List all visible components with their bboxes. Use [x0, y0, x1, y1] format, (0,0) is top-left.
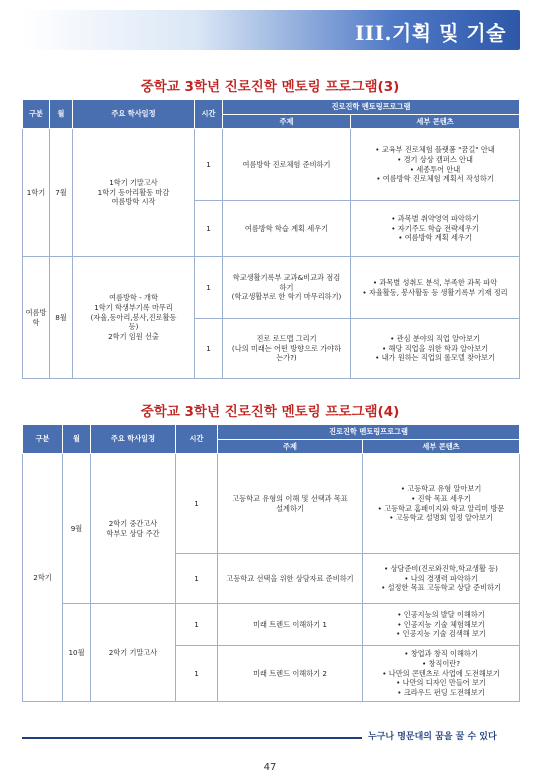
topic-cell [223, 257, 351, 319]
topic-cell [223, 129, 351, 201]
footer-slogan: 누구나 명문대의 꿈을 꿀 수 있다 [368, 732, 497, 742]
schedule-line: (자율,동아리,봉사,진로활동 [90, 312, 177, 322]
schedule-line: 학부모 상담 주간 [106, 528, 160, 538]
schedule-line: 1학기 기말고사 [109, 177, 158, 187]
program-table-4 [22, 424, 520, 702]
header-month: 월 [50, 100, 73, 129]
detail-item: • 고등학교 유형 알아보기 [400, 484, 482, 494]
topic-line: 고등학교 선택을 위한 상담자료 준비하기 [226, 573, 354, 583]
topic-cell [218, 646, 363, 702]
schedule-cell [91, 604, 176, 702]
topic-line: 하기 [279, 282, 294, 292]
header-semester: 구분 [23, 425, 63, 454]
header-schedule: 주요 학사일정 [91, 425, 176, 454]
schedule-line: 등) [128, 322, 139, 332]
semester-cell: 2학기 [23, 454, 63, 702]
detail-item: • 여름방학 진로체험 계획서 작성하기 [376, 174, 494, 184]
detail-cell [363, 554, 520, 604]
detail-item: • 인공지능 기술 검색해 보기 [396, 629, 486, 639]
topic-cell [223, 201, 351, 257]
detail-cell [351, 257, 520, 319]
header-time: 시간 [176, 425, 218, 454]
chapter-banner [22, 10, 520, 50]
detail-item: • 창직이란? [421, 658, 461, 668]
schedule-cell [91, 454, 176, 604]
time-cell: 1 [195, 129, 223, 201]
topic-line: 고등학교 유형의 이해 및 선택과 목표 [232, 493, 348, 503]
detail-item: • 인공지능 기술 체험해보기 [397, 619, 485, 629]
detail-item: • 설정한 목표 고등학교 상담 준비하기 [381, 583, 501, 593]
detail-item: • 내가 원하는 직업의 롤모델 찾아보기 [375, 353, 495, 363]
schedule-line: 여름방학 - 개학 [109, 293, 158, 303]
detail-cell [351, 319, 520, 379]
detail-item: • 크라우드 펀딩 도전해보기 [397, 688, 485, 698]
detail-item: • 진학 목표 세우기 [411, 493, 471, 503]
detail-cell [363, 454, 520, 554]
footer-divider [22, 737, 362, 739]
topic-cell [218, 604, 363, 646]
topic-line: 학교생활기록부 교과&비교과 점검 [232, 272, 341, 282]
detail-item: • 상담준비(진로와진학,학교생활 등) [384, 563, 498, 573]
time-cell: 1 [176, 604, 218, 646]
header-topic: 주제 [223, 115, 351, 129]
schedule-cell [73, 257, 195, 379]
topic-cell [223, 319, 351, 379]
topic-line: 미래 트렌드 이해하기 2 [253, 668, 327, 678]
month-cell: 10월 [63, 604, 91, 702]
detail-item: • 자기주도 학습 전략세우기 [391, 223, 479, 233]
detail-item: • 창업과 창직 이해하기 [404, 649, 478, 659]
topic-line: (나의 미래는 어떤 방향으로 가야하 [231, 343, 342, 353]
detail-cell [363, 646, 520, 702]
semester-cell: 여름방학 [23, 257, 50, 379]
header-time: 시간 [195, 100, 223, 129]
header-semester: 구분 [23, 100, 50, 129]
detail-cell [351, 129, 520, 201]
detail-item: • 과목별 성취도 분석, 부족한 과목 파악 [372, 277, 498, 287]
schedule-line: 여름방학 시작 [111, 197, 156, 207]
topic-line: 미래 트렌드 이해하기 1 [253, 619, 327, 629]
detail-item: • 고등학교 설명회 일정 알아보기 [389, 513, 493, 523]
detail-item: • 과목별 취약영역 파악하기 [391, 213, 479, 223]
schedule-line: 1학기 동아리활동 마감 [97, 187, 170, 197]
table-row [23, 257, 520, 319]
header-detail: 세부 콘텐츠 [363, 440, 520, 454]
section2-title: 중학교 3학년 진로진학 멘토링 프로그램(4) [140, 404, 400, 420]
detail-cell [351, 201, 520, 257]
schedule-line: 2학기 임원 선출 [108, 332, 159, 342]
page-number: 47 [263, 762, 277, 773]
topic-line: 여름방학 진로체험 준비하기 [242, 159, 331, 169]
detail-item: • 인공지능의 발달 이해하기 [397, 609, 485, 619]
time-cell: 1 [176, 454, 218, 554]
schedule-cell [73, 129, 195, 257]
semester-cell: 1학기 [23, 129, 50, 257]
time-cell: 1 [195, 201, 223, 257]
table-row [23, 604, 520, 646]
topic-line: 는가?) [276, 353, 297, 363]
table-row [23, 129, 520, 201]
schedule-line: 1학기 학생부기록 마무리 [94, 302, 173, 312]
table-row [23, 454, 520, 554]
detail-item: • 교육부 진로체험 플랫폼 "꿈길" 안내 [375, 145, 495, 155]
schedule-line: 2학기 중간고사 [108, 518, 158, 528]
chapter-title: III.기획 및 기술 [354, 21, 506, 45]
header-topic: 주제 [218, 440, 363, 454]
header-schedule: 주요 학사일정 [73, 100, 195, 129]
month-cell: 8월 [50, 257, 73, 379]
month-cell: 7월 [50, 129, 73, 257]
schedule-line: 2학기 기말고사 [108, 647, 158, 657]
topic-cell [218, 554, 363, 604]
detail-item: • 관심 분야의 직업 알아보기 [390, 333, 480, 343]
time-cell: 1 [195, 319, 223, 379]
detail-item: • 자율활동, 봉사활동 등 생활기록부 기재 정리 [362, 287, 508, 297]
detail-cell [363, 604, 520, 646]
program-table-3 [22, 99, 520, 379]
header-program: 진로진학 멘토링프로그램 [223, 100, 520, 115]
detail-item: • 나만의 디자인 만들어 보기 [396, 678, 486, 688]
header-month: 월 [63, 425, 91, 454]
time-cell: 1 [176, 554, 218, 604]
detail-item: • 여름방학 계획 세우기 [398, 233, 472, 243]
time-cell: 1 [176, 646, 218, 702]
detail-item: • 경기 상상 캠퍼스 안내 [397, 154, 473, 164]
header-detail: 세부 콘텐츠 [351, 115, 520, 129]
time-cell: 1 [195, 257, 223, 319]
topic-line: 설계하기 [276, 503, 304, 513]
detail-item: • 나만의 콘텐츠로 사업에 도전해보기 [382, 668, 500, 678]
detail-item: • 세종투어 안내 [409, 164, 461, 174]
section1-title: 중학교 3학년 진로진학 멘토링 프로그램(3) [140, 79, 400, 95]
detail-item: • 나의 경쟁력 파악하기 [404, 573, 478, 583]
topic-cell [218, 454, 363, 554]
topic-line: (학교생활부로 한 학기 마무리하기) [231, 292, 342, 302]
header-program: 진로진학 멘토링프로그램 [218, 425, 520, 440]
detail-item: • 해당 직업을 위한 학과 알아보기 [382, 343, 488, 353]
topic-line: 여름방학 학습 계획 세우기 [244, 223, 329, 233]
detail-item: • 고등학교 홈페이지와 학교 알리미 방문 [377, 503, 505, 513]
topic-line: 진로 로드맵 그리기 [256, 333, 317, 343]
month-cell: 9월 [63, 454, 91, 604]
